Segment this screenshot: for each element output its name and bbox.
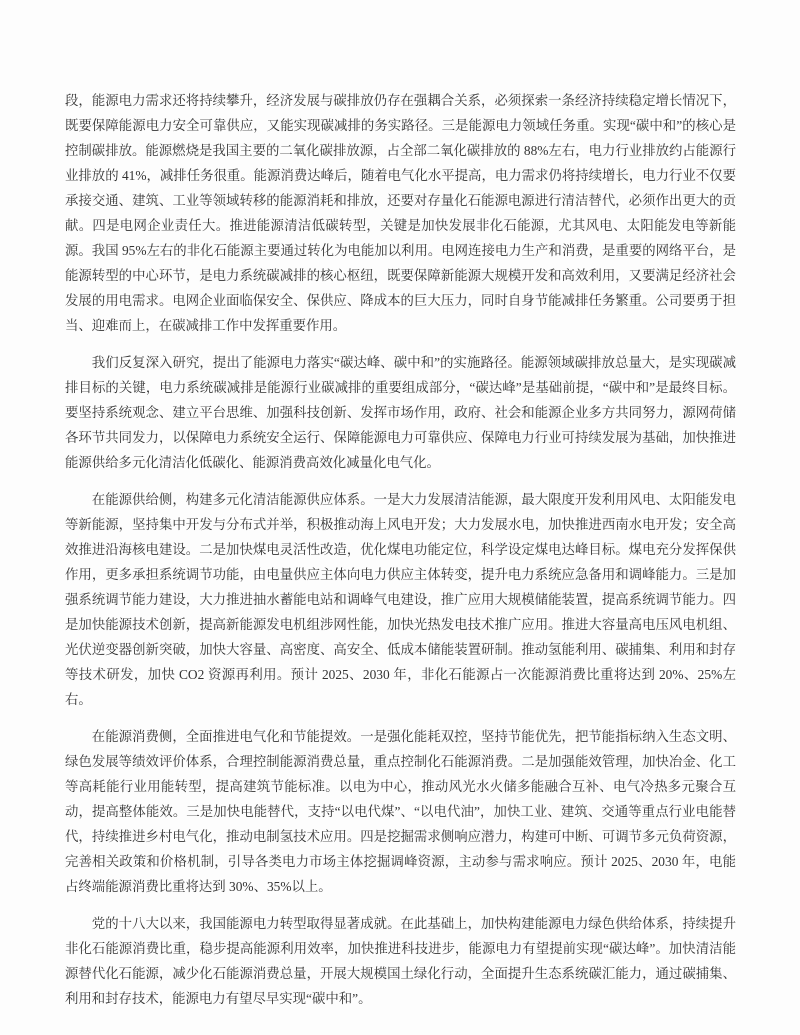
paragraph-3: 在能源供给侧，构建多元化清洁能源供应体系。一是大力发展清洁能源，最大限度开发利用风电、太阳能发电等新能源，坚持集中开发与分布式并举，积极推动海上风电开发；大力发展水电，加快推进西南水电开发；安全高效推进沿海核电建设。二是加快煤电灵活性改造，优化煤电功能定位，科学设定煤电达峰目标。煤电充分发挥保供作用，更多承担系统调节功能，由电量供应主体向电力供应主体转变，提升电力系统应急备用和调峰能力。三是加强系统调节能力建设，大力推进抽水蓄能电站和调峰气电建设，推广应用大规模储能装置，提高系统调节能力。四是加快能源技术创新，提高新能源发电机组涉网性能，加快光热发电技术推广应用。推进大容量高电压风电机组、光伏逆变器创新突破，加快大容量、高密度、高安全、低成本储能装置研制。推动氢能利用、碳捕集、利用和封存等技术研发，加快 CO2 资源再利用。预计 2025、2030 年，非化石能源占一次能源消费比重将达到 20%、25%左右。 [65, 492, 736, 707]
paragraph-2: 我们反复深入研究，提出了能源电力落实“碳达峰、碳中和”的实施路径。能源领域碳排放总量大，是实现碳减排目标的关键，电力系统碳减排是能源行业碳减排的重要组成部分，“碳达峰”是基础前提，“碳中和”是最终目标。要坚持系统观念、建立平台思维、加强科技创新、发挥市场作用，政府、社会和能源企业多方共同努力，源网荷储各环节共同发力，以保障电力系统安全运行、保障能源电力可靠供应、保障电力行业可持续发展为基础，加快推进能源供给多元化清洁化低碳化、能源消费高效化减量化电气化。 [65, 355, 736, 470]
paragraph-5: 党的十八大以来，我国能源电力转型取得显著成就。在此基础上，加快构建能源电力绿色供给体系，持续提升非化石能源消费比重，稳步提高能源利用效率，加快推进科技进步，能源电力有望提前实现“碳达峰”。加快清洁能源替代化石能源，减少化石能源消费总量，开展大规模国土绿化行动，全面提升生态系统碳汇能力，通过碳捕集、利用和封存技术，能源电力有望尽早实现“碳中和”。 [65, 916, 736, 1006]
paragraph-4: 在能源消费侧，全面推进电气化和节能提效。一是强化能耗双控，坚持节能优先，把节能指标纳入生态文明、绿色发展等绩效评价体系，合理控制能源消费总量，重点控制化石能源消费。二是加强能效管理，加快冶金、化工等高耗能行业用能转型，提高建筑节能标准。以电为中心，推动风光水火储多能融合互补、电气冷热多元聚合互动，提高整体能效。三是加快电能替代，支持“以电代煤”、“以电代油”，加快工业、建筑、交通等重点行业电能替代，持续推进乡村电气化，推动电制氢技术应用。四是挖掘需求侧响应潜力，构建可中断、可调节多元负荷资源，完善相关政策和价格机制，引导各类电力市场主体挖掘调峰资源，主动参与需求响应。预计 2025、2030 年，电能占终端能源消费比重将达到 30%、35%以上。 [65, 729, 736, 894]
document-body [65, 88, 736, 1011]
paragraph-1: 段，能源电力需求还将持续攀升，经济发展与碳排放仍存在强耦合关系，必须探索一条经济持续稳定增长情况下，既要保障能源电力安全可靠供应，又能实现碳减排的务实路径。三是能源电力领域任务重。实现“碳中和”的核心是控制碳排放。能源燃烧是我国主要的二氧化碳排放源，占全部二氧化碳排放的 88%左右，电力行业排放约占能源行业排放的 41%，减排任务很重。能源消费达峰后，随着电气化水平提高，电力需求仍将持续增长，电力行业不仅要承接交通、建筑、工业等领域转移的能源消耗和排放，还要对存量化石能源电源进行清洁替代，必须作出更大的贡献。四是电网企业责任大。推进能源清洁低碳转型，关键是加快发展非化石能源，尤其风电、太阳能发电等新能源。我国 95%左右的非化石能源主要通过转化为电能加以利用。电网连接电力生产和消费，是重要的网络平台，是能源转型的中心环节，是电力系统碳减排的核心枢纽，既要保障新能源大规模开发和高效利用，又要满足经济社会发展的用电需求。电网企业面临保安全、保供应、降成本的巨大压力，同时自身节能减排任务繁重。公司要勇于担当、迎难而上，在碳减排工作中发挥重要作用。 [65, 93, 736, 333]
